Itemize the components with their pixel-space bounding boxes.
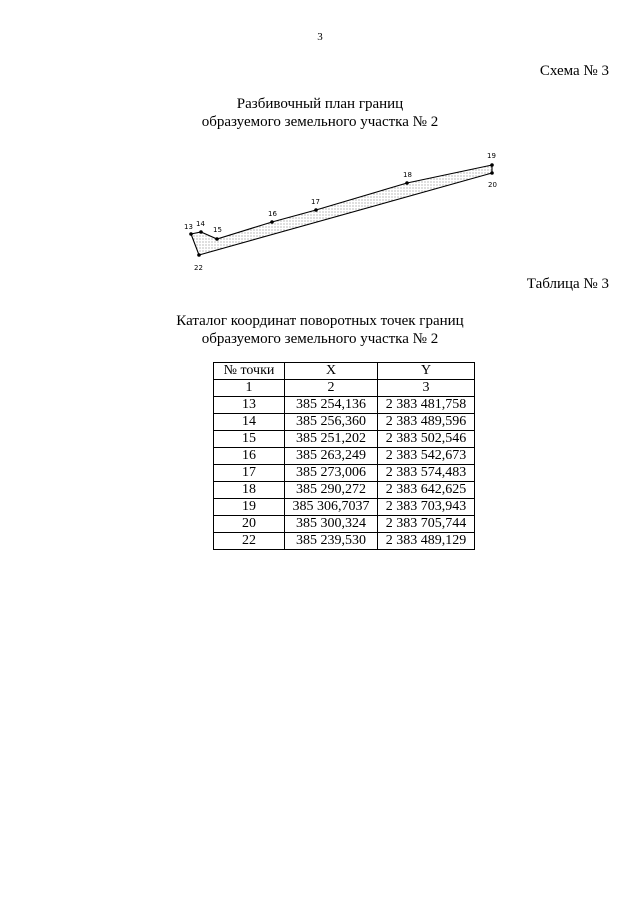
- scheme-label: Схема № 3: [539, 63, 609, 79]
- parcel-boundary: [191, 165, 492, 255]
- cell-point: 15: [214, 431, 285, 448]
- coordinates-table: [213, 362, 475, 550]
- plan-title-line-1: Разбивочный план границ: [236, 96, 404, 112]
- point-marker-22: [197, 253, 201, 257]
- cell-x: 385 300,324: [285, 516, 378, 533]
- point-label-19: 19: [487, 152, 496, 160]
- table-label: Таблица № 3: [526, 276, 609, 292]
- cell-x: 385 273,006: [285, 465, 378, 482]
- table-header-row: [214, 363, 475, 380]
- cell-x: 385 256,360: [285, 414, 378, 431]
- point-label-16: 16: [268, 210, 277, 218]
- table-row: [214, 516, 475, 533]
- cell-y: 2 383 574,483: [378, 465, 475, 482]
- point-label-14: 14: [196, 220, 205, 228]
- catalog-title: [0, 312, 640, 348]
- column-number: 1: [214, 380, 285, 397]
- table-row: [214, 431, 475, 448]
- cell-point: 13: [214, 397, 285, 414]
- cell-y: 2 383 489,129: [378, 533, 475, 550]
- cell-y: 2 383 502,546: [378, 431, 475, 448]
- point-marker-20: [490, 171, 494, 175]
- table-column-numbers-row: [214, 380, 475, 397]
- table-row: [214, 414, 475, 431]
- catalog-title-line-1: Каталог координат поворотных точек границ: [176, 313, 464, 329]
- column-number: 3: [378, 380, 475, 397]
- page-number: 3: [317, 31, 323, 43]
- cell-y: 2 383 489,596: [378, 414, 475, 431]
- point-label-17: 17: [311, 198, 320, 206]
- cell-point: 20: [214, 516, 285, 533]
- cell-x: 385 290,272: [285, 482, 378, 499]
- point-marker-15: [215, 237, 219, 241]
- cell-point: 18: [214, 482, 285, 499]
- catalog-title-line-2: образуемого земельного участка № 2: [201, 331, 439, 347]
- plan-title-line-2: образуемого земельного участка № 2: [201, 114, 439, 130]
- cell-y: 2 383 705,744: [378, 516, 475, 533]
- header-y: Y: [378, 363, 475, 380]
- point-marker-19: [490, 163, 494, 167]
- cell-point: 22: [214, 533, 285, 550]
- plan-title: [0, 95, 640, 131]
- point-label-20: 20: [488, 181, 497, 189]
- cell-x: 385 263,249: [285, 448, 378, 465]
- cell-point: 19: [214, 499, 285, 516]
- cell-y: 2 383 642,625: [378, 482, 475, 499]
- point-label-15: 15: [213, 226, 222, 234]
- cell-y: 2 383 703,943: [378, 499, 475, 516]
- parcel-plan-drawing: [175, 145, 515, 275]
- cell-point: 17: [214, 465, 285, 482]
- cell-x: 385 251,202: [285, 431, 378, 448]
- point-marker-17: [314, 208, 318, 212]
- point-marker-14: [199, 230, 203, 234]
- table-row: [214, 397, 475, 414]
- table-row: [214, 533, 475, 550]
- cell-x: 385 306,7037: [285, 499, 378, 516]
- cell-point: 16: [214, 448, 285, 465]
- table-row: [214, 482, 475, 499]
- cell-x: 385 239,530: [285, 533, 378, 550]
- point-label-13: 13: [184, 223, 193, 231]
- column-number: 2: [285, 380, 378, 397]
- point-label-22: 22: [194, 264, 203, 272]
- cell-y: 2 383 481,758: [378, 397, 475, 414]
- table-row: [214, 499, 475, 516]
- cell-x: 385 254,136: [285, 397, 378, 414]
- point-marker-13: [189, 232, 193, 236]
- header-x: X: [285, 363, 378, 380]
- table-row: [214, 465, 475, 482]
- header-point-number: № точки: [214, 363, 285, 380]
- cell-point: 14: [214, 414, 285, 431]
- point-marker-16: [270, 220, 274, 224]
- point-label-18: 18: [403, 171, 412, 179]
- cell-y: 2 383 542,673: [378, 448, 475, 465]
- point-marker-18: [405, 181, 409, 185]
- table-row: [214, 448, 475, 465]
